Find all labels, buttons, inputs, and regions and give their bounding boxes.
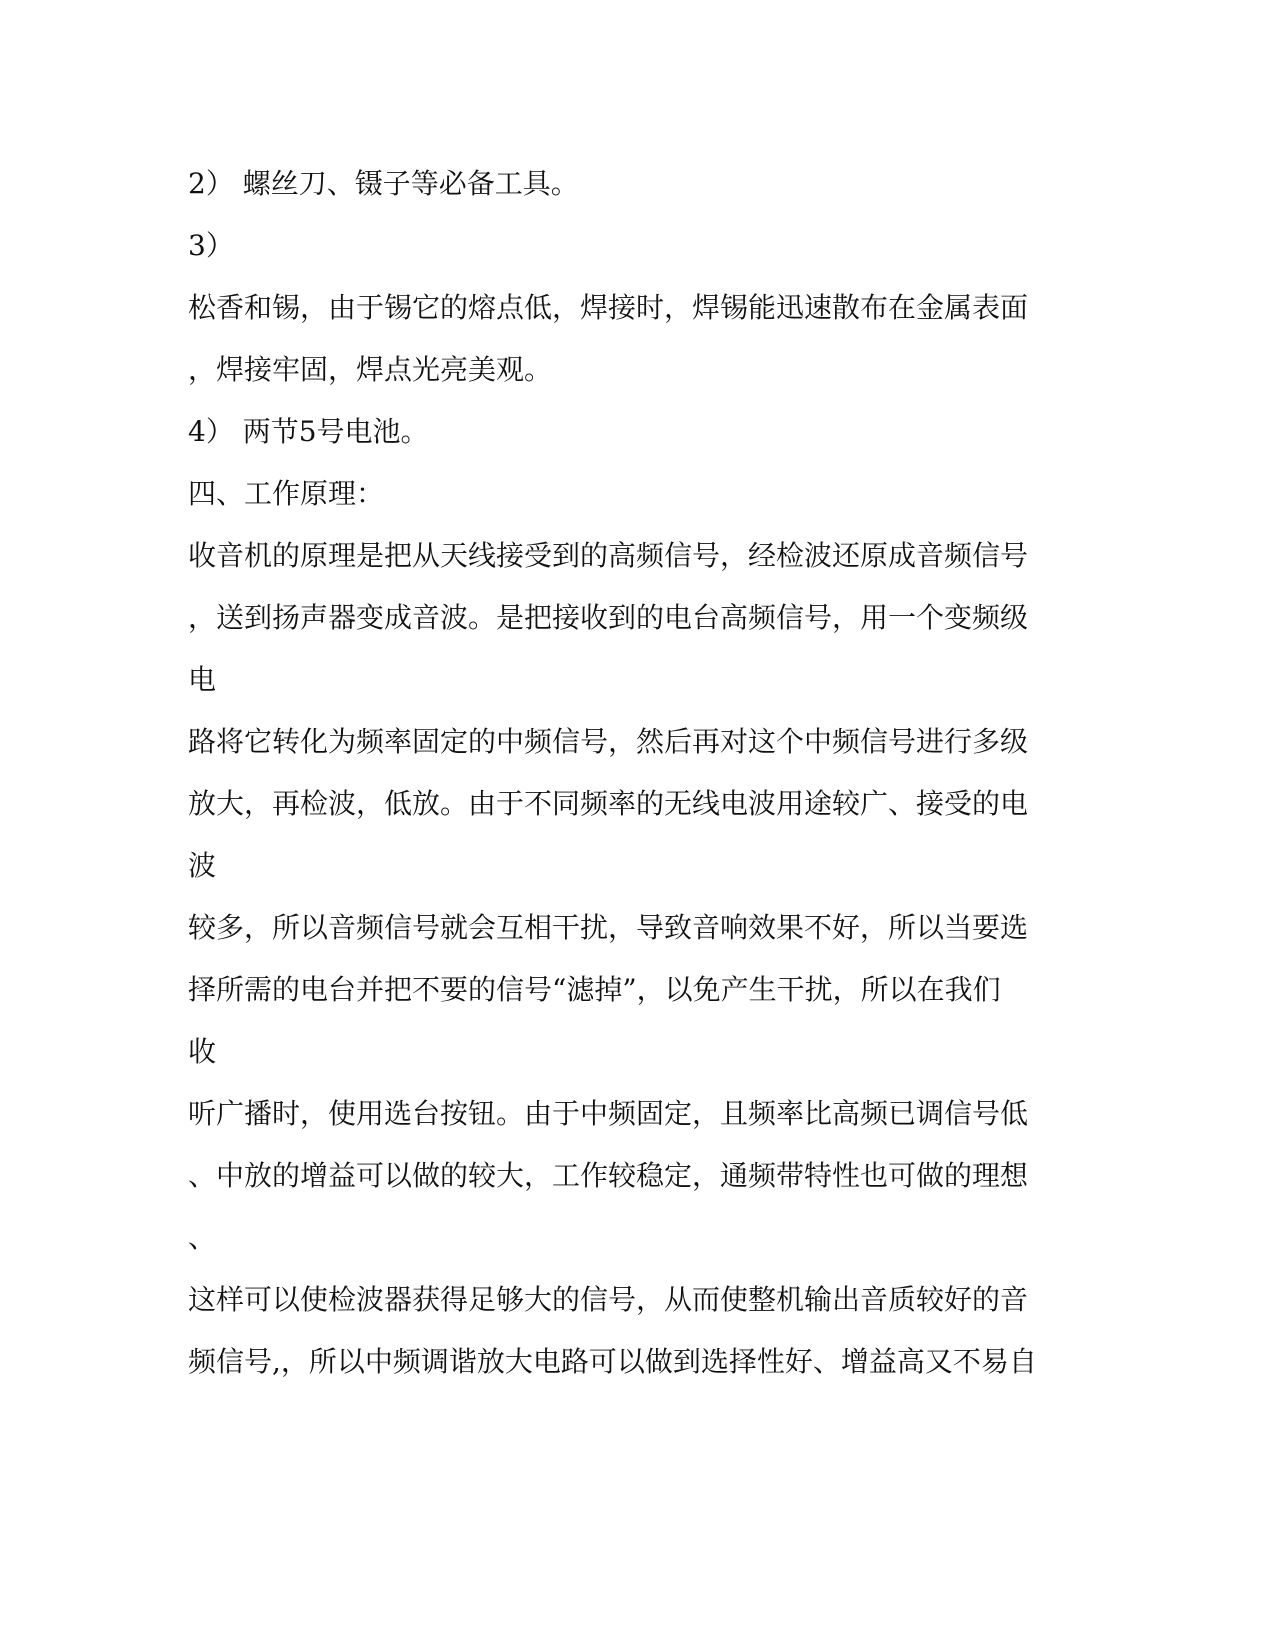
text-line: 择所需的电台并把不要的信号“滤掉”，以免产生干扰，所以在我们: [188, 973, 1001, 1006]
text-line: 听广播时，使用选台按钮。由于中频固定，且频率比高频已调信号低: [188, 1097, 1029, 1130]
text-line: ，焊接牢固，焊点光亮美观。: [188, 353, 553, 386]
text-line: 波: [188, 849, 217, 882]
text-line: 、中放的增益可以做的较大，工作较稳定，通频带特性也可做的理想: [188, 1159, 1029, 1192]
text-line: 较多，所以音频信号就会互相干扰，导致音响效果不好，所以当要选: [188, 911, 1029, 944]
text-line: 路将它转化为频率固定的中频信号，然后再对这个中频信号进行多级: [188, 725, 1029, 758]
text-line: 频信号,，所以中频调谐放大电路可以做到选择性好、增益高又不易自: [188, 1345, 1037, 1378]
text-line: 松香和锡，由于锡它的熔点低，焊接时，焊锡能迅速散布在金属表面: [188, 291, 1029, 324]
text-line: 2） 螺丝刀、镊子等必备工具。: [188, 167, 579, 200]
text-line: 3）: [188, 229, 234, 262]
text-line: 4） 两节5号电池。: [188, 415, 429, 448]
text-line: 收: [188, 1035, 217, 1068]
text-line: 收音机的原理是把从天线接受到的高频信号，经检波还原成音频信号: [188, 539, 1029, 572]
text-line: 这样可以使检波器获得足够大的信号，从而使整机输出音质较好的音: [188, 1283, 1029, 1316]
text-line: ，送到扬声器变成音波。是把接收到的电台高频信号，用一个变频级: [188, 601, 1029, 634]
text-line: 电: [188, 663, 217, 696]
text-line: 放大，再检波，低放。由于不同频率的无线电波用途较广、接受的电: [188, 787, 1029, 820]
text-line: 、: [188, 1221, 217, 1254]
section-heading: 四、工作原理：: [188, 477, 385, 510]
